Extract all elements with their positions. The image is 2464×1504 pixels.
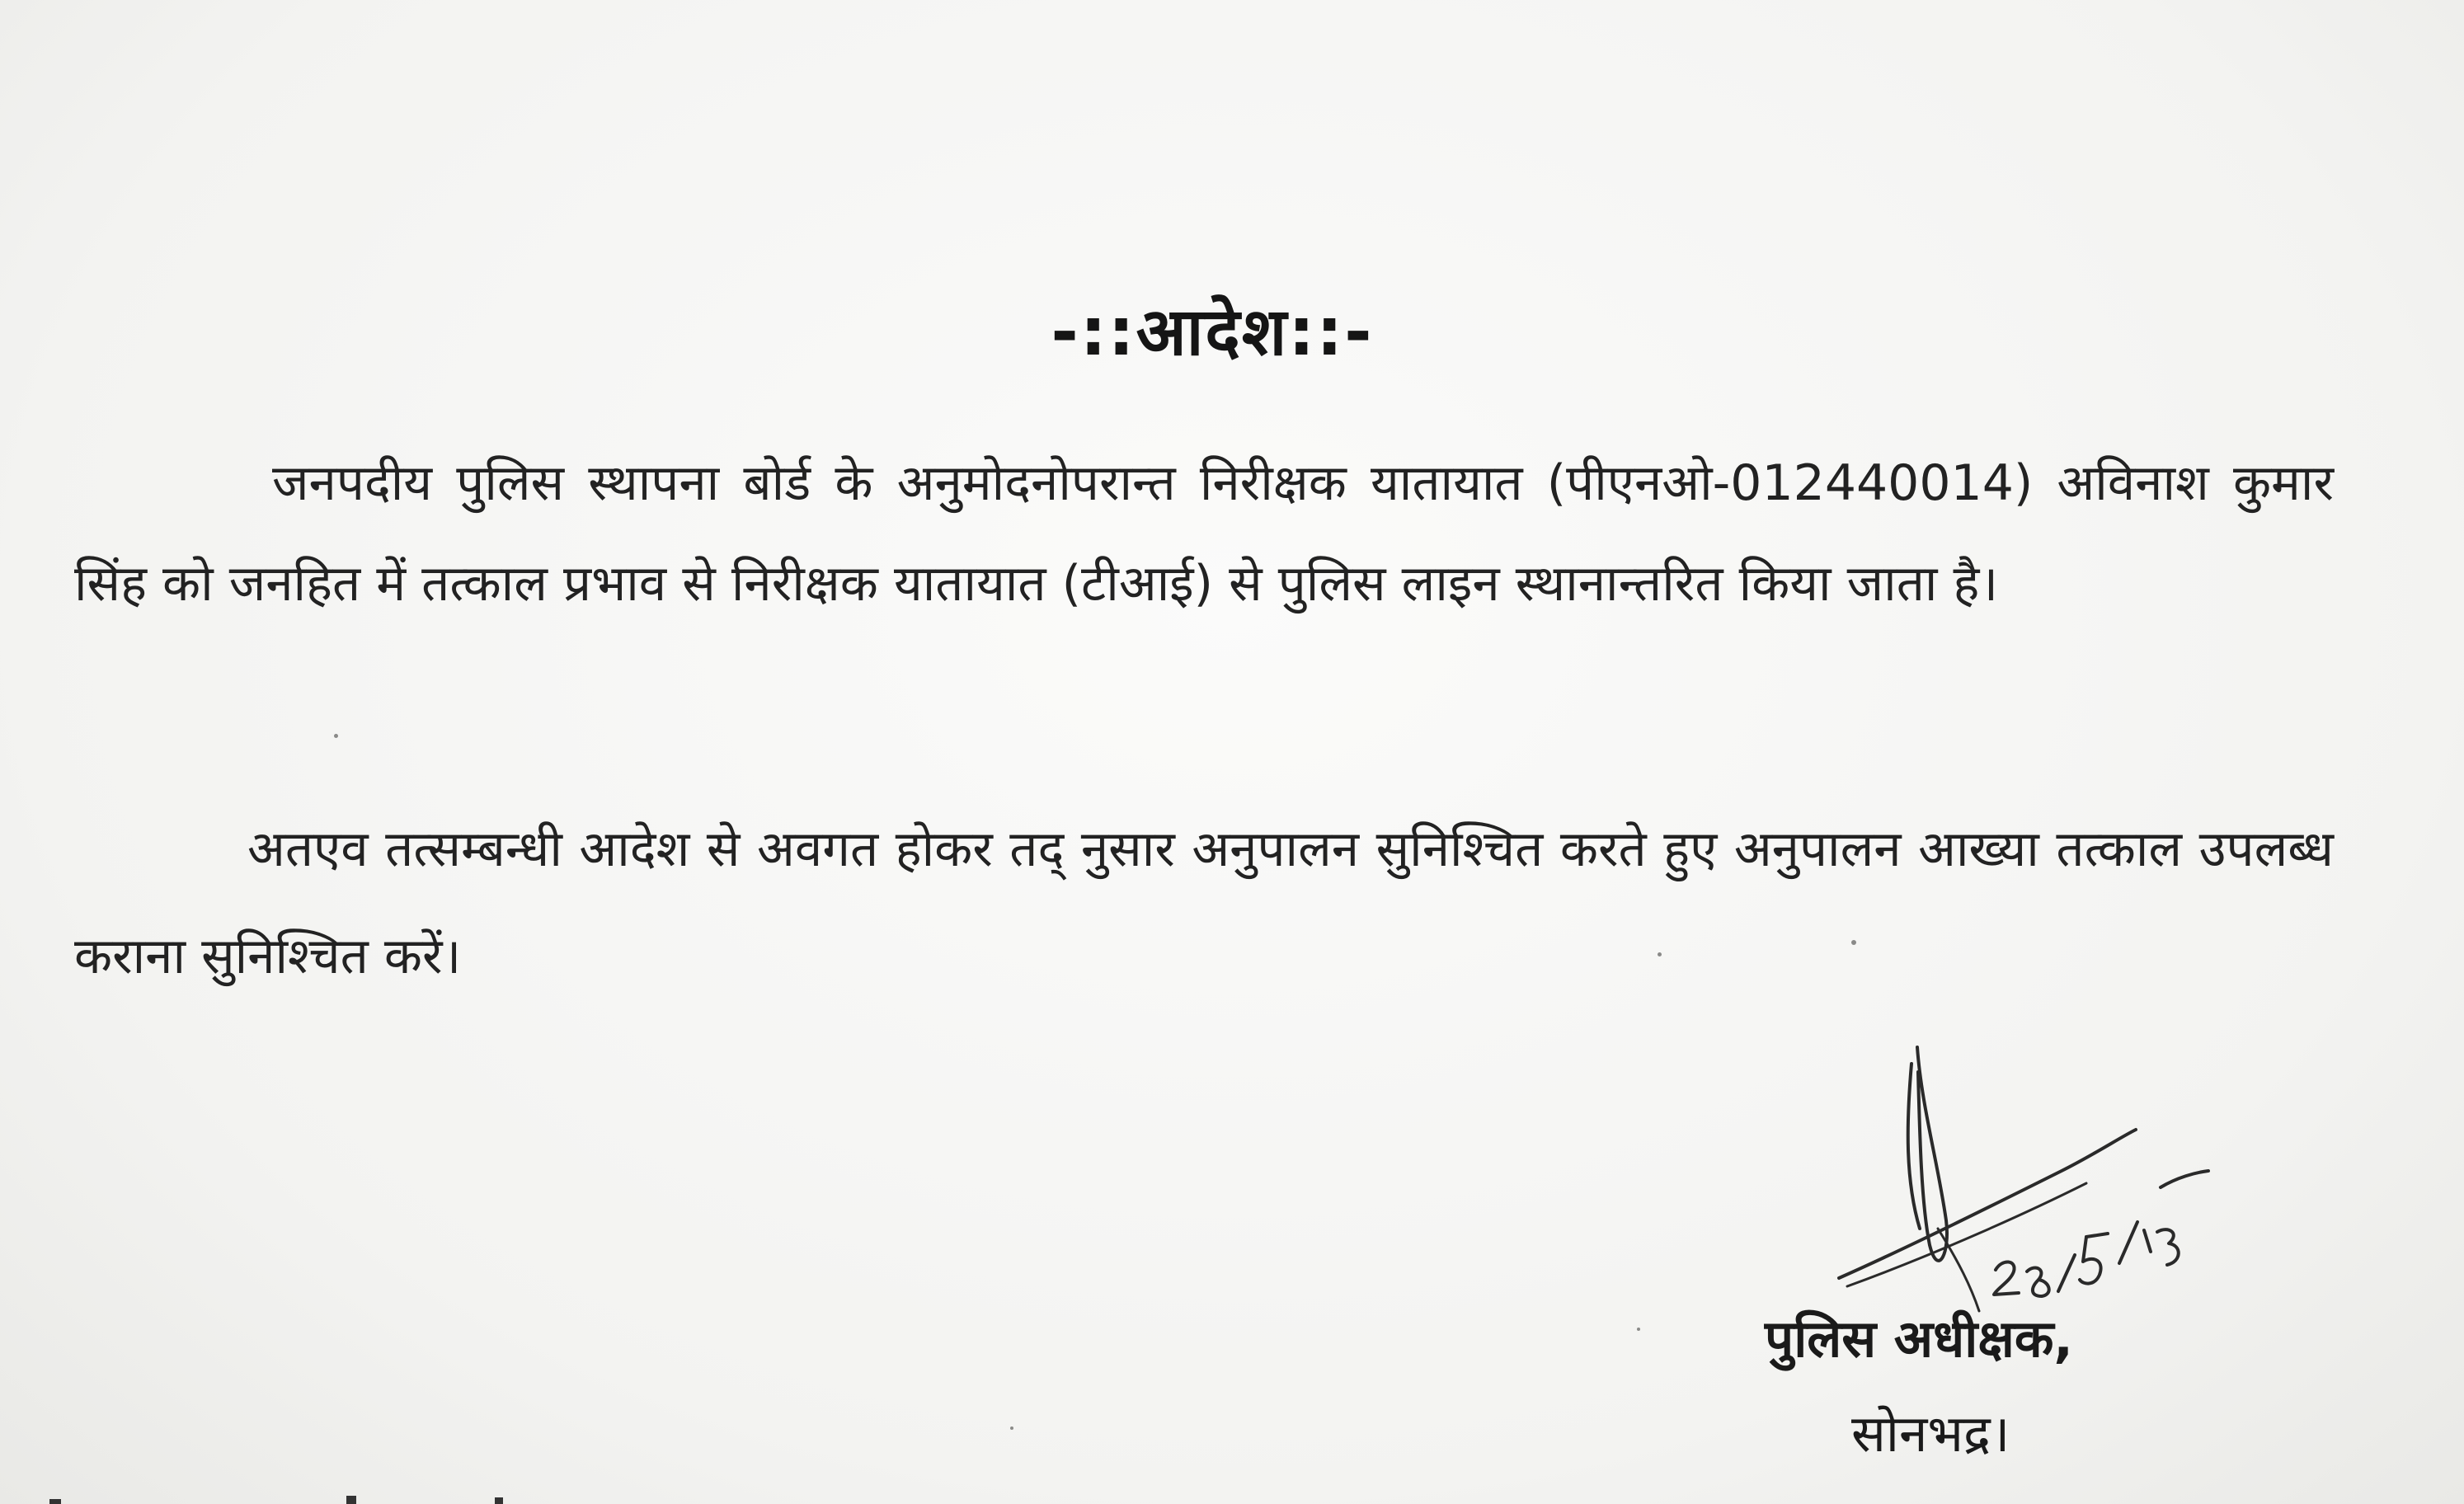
scan-speck <box>1637 1328 1640 1331</box>
paragraph-compliance-instruction: अतएव तत्सम्बन्धी आदेश से अवगत होकर तद् नुसार अनुपालन सुनिश्चित करते हुए अनुपालन आख्या तत्काल उपलब्ध कराना सुनिश्चित करें। <box>74 820 2334 985</box>
cropped-text-fragment <box>33 1484 528 1504</box>
paragraph-transfer-order: जनपदीय पुलिस स्थापना बोर्ड के अनुमोदनोपरान्त निरीक्षक यातायात (पीएनओ-012440014) अविनाश कुमार सिंह को जनहित में तत्काल प्रभाव से निरीक्षक यातायात (टीआई) से पुलिस लाइन स्थानान्तरित किया जाता है। <box>74 454 2334 613</box>
scan-speck <box>1851 940 1856 945</box>
order-title: -::आदेश::- <box>1051 294 1374 370</box>
scan-speck <box>1658 952 1662 956</box>
signatory-district: सोनभद्र। <box>1851 1403 2010 1464</box>
scan-speck <box>1010 1426 1013 1430</box>
handwritten-signature <box>1814 1039 2276 1319</box>
scan-speck <box>334 734 338 738</box>
signatory-designation: पुलिस अधीक्षक, <box>1765 1309 2073 1369</box>
